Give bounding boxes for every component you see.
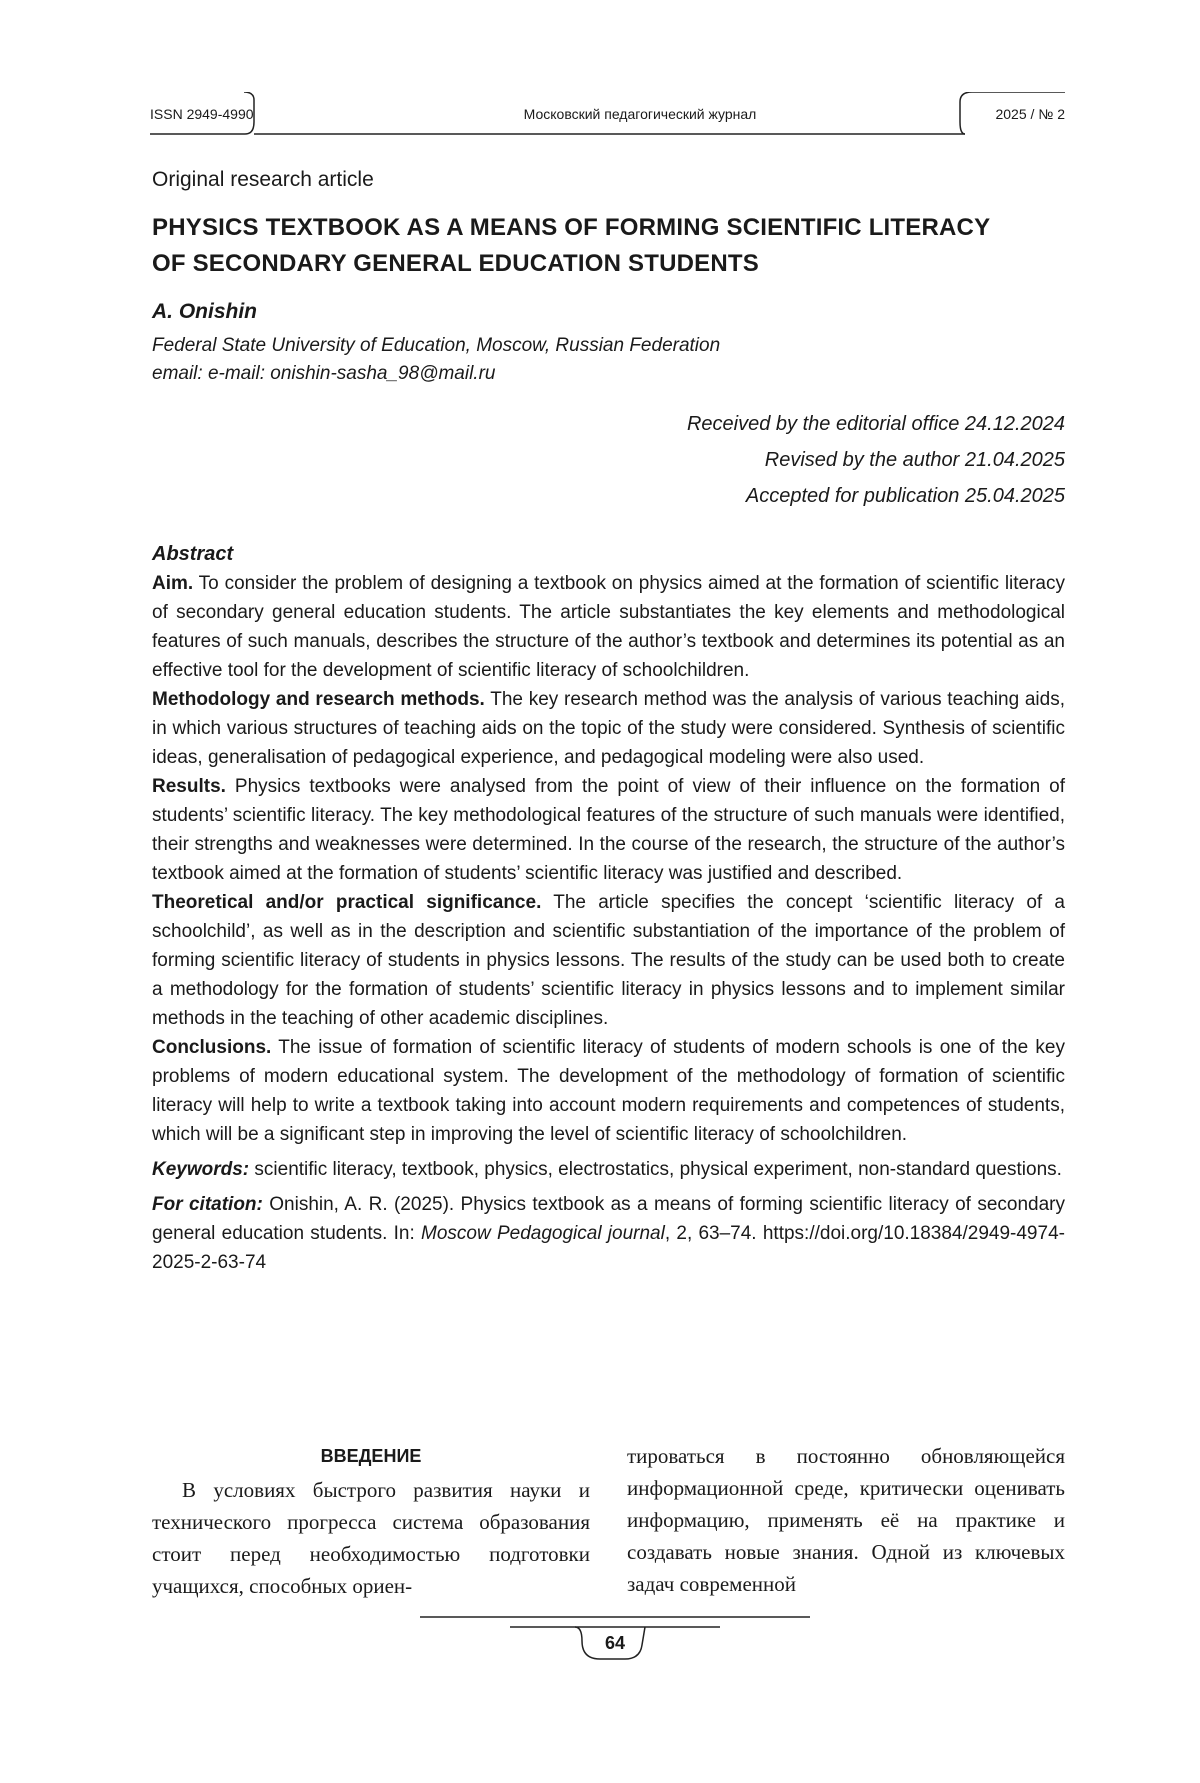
journal-name: Московский педагогический журнал xyxy=(523,106,757,122)
body-columns xyxy=(152,1440,1065,1602)
running-header xyxy=(150,92,1065,140)
page-footer xyxy=(420,1615,810,1675)
keywords xyxy=(152,1155,1065,1184)
right-paragraph: тироваться в постоянно обновляющейся информационной среде, критически оценивать информацию, применять её на практике и создавать новые знания. Одной из ключевых задач современной xyxy=(627,1444,1065,1596)
abstract-aim xyxy=(152,569,1065,685)
author-name: A. Onishin xyxy=(152,300,257,323)
author-email: email: e-mail: onishin-sasha_98@mail.ru xyxy=(152,363,496,384)
abstract-methods xyxy=(152,685,1065,772)
conclusions-label: Conclusions. xyxy=(152,1037,272,1058)
citation-text-before: Onishin, A. R. (2025). Physics textbook as a means of forming scientific literacy of secondary general education students. In: xyxy=(152,1194,1065,1244)
significance-label: Theoretical and/or practical significance. xyxy=(152,892,542,913)
date-revised: Revised by the author 21.04.2025 xyxy=(764,449,1065,471)
issue-number: 2025 / № 2 xyxy=(995,106,1065,122)
abstract-heading: Abstract xyxy=(152,543,234,565)
citation-text-after: , 2, 63–74. https://doi.org/10.18384/2949-4974-2025-2-63-74 xyxy=(152,1223,1065,1273)
methods-label: Methodology and research methods. xyxy=(152,689,485,710)
abstract-significance xyxy=(152,888,1065,1033)
abstract-results xyxy=(152,772,1065,888)
title-line-2: OF SECONDARY GENERAL EDUCATION STUDENTS xyxy=(152,250,759,277)
article-title xyxy=(152,210,1065,282)
citation-journal: Moscow Pedagogical journal xyxy=(421,1223,665,1244)
title-line-1: PHYSICS TEXTBOOK AS A MEANS OF FORMING SCIENTIFIC LITERACY xyxy=(152,214,991,241)
conclusions-text: The issue of formation of scientific literacy of students of modern schools is one of the key problems of modern educational system. The development of the methodology of formation of scientific literacy will help to write a textbook taking into account modern requirements and competences of students, which will be a significant step in improving the level of scientific literacy of schoolchildren. xyxy=(152,1037,1065,1145)
citation-label: For citation: xyxy=(152,1194,263,1215)
results-text: Physics textbooks were analysed from the point of view of their influence on the formation of students’ scientific literacy. The key methodological features of the structure of such manuals were identified, their strengths and weaknesses were determined. In the course of the research, the structure of the author’s textbook aimed at the formation of students’ scientific literacy was justified and described. xyxy=(152,776,1065,884)
keywords-label: Keywords: xyxy=(152,1159,250,1180)
results-label: Results. xyxy=(152,776,226,797)
section-heading: ВВЕДЕНИЕ xyxy=(320,1446,422,1466)
significance-text: The article specifies the concept ‘scientific literacy of a schoolchild’, as well as in the description and scientific substantiation of the importance of the problem of forming scientific literacy of students in physics lessons. The results of the study can be used both to create a methodology for the formation of students’ scientific literacy in physics lessons and to implement similar methods in the teaching of other academic disciplines. xyxy=(152,892,1065,1029)
aim-text: To consider the problem of designing a textbook on physics aimed at the formation of scientific literacy of secondary general education students. The article substantiates the key elements and methodological features of such manuals, describes the structure of the author’s textbook and determines its potential as an effective tool for the development of scientific literacy of schoolchildren. xyxy=(152,573,1065,681)
article-dates xyxy=(152,406,1065,514)
keywords-text: scientific literacy, textbook, physics, electrostatics, physical experiment, non-standard questions. xyxy=(249,1159,1062,1180)
right-column xyxy=(627,1440,1065,1602)
issn: ISSN 2949-4990 xyxy=(150,106,254,122)
methods-text: The key research method was the analysis of various teaching aids, in which various structures of teaching aids on the topic of the study were considered. Synthesis of scientific ideas, generalisation of pedagogical experience, and pedagogical modeling were also used. xyxy=(152,689,1065,768)
article-type: Original research article xyxy=(152,168,374,191)
aim-label: Aim. xyxy=(152,573,194,594)
abstract-conclusions xyxy=(152,1033,1065,1149)
citation xyxy=(152,1190,1065,1277)
date-received: Received by the editorial office 24.12.2024 xyxy=(686,413,1065,435)
date-accepted: Accepted for publication 25.04.2025 xyxy=(745,485,1065,507)
affiliation: Federal State University of Education, Moscow, Russian Federation xyxy=(152,335,721,356)
left-column xyxy=(152,1440,590,1602)
left-paragraph: В условиях быстрого развития науки и технического прогресса система образования стоит перед необходимостью подготовки учащихся, способных ориен- xyxy=(152,1478,590,1598)
abstract xyxy=(152,540,1065,1149)
page-number: 64 xyxy=(604,1633,626,1653)
article-front-matter xyxy=(152,160,1065,1277)
